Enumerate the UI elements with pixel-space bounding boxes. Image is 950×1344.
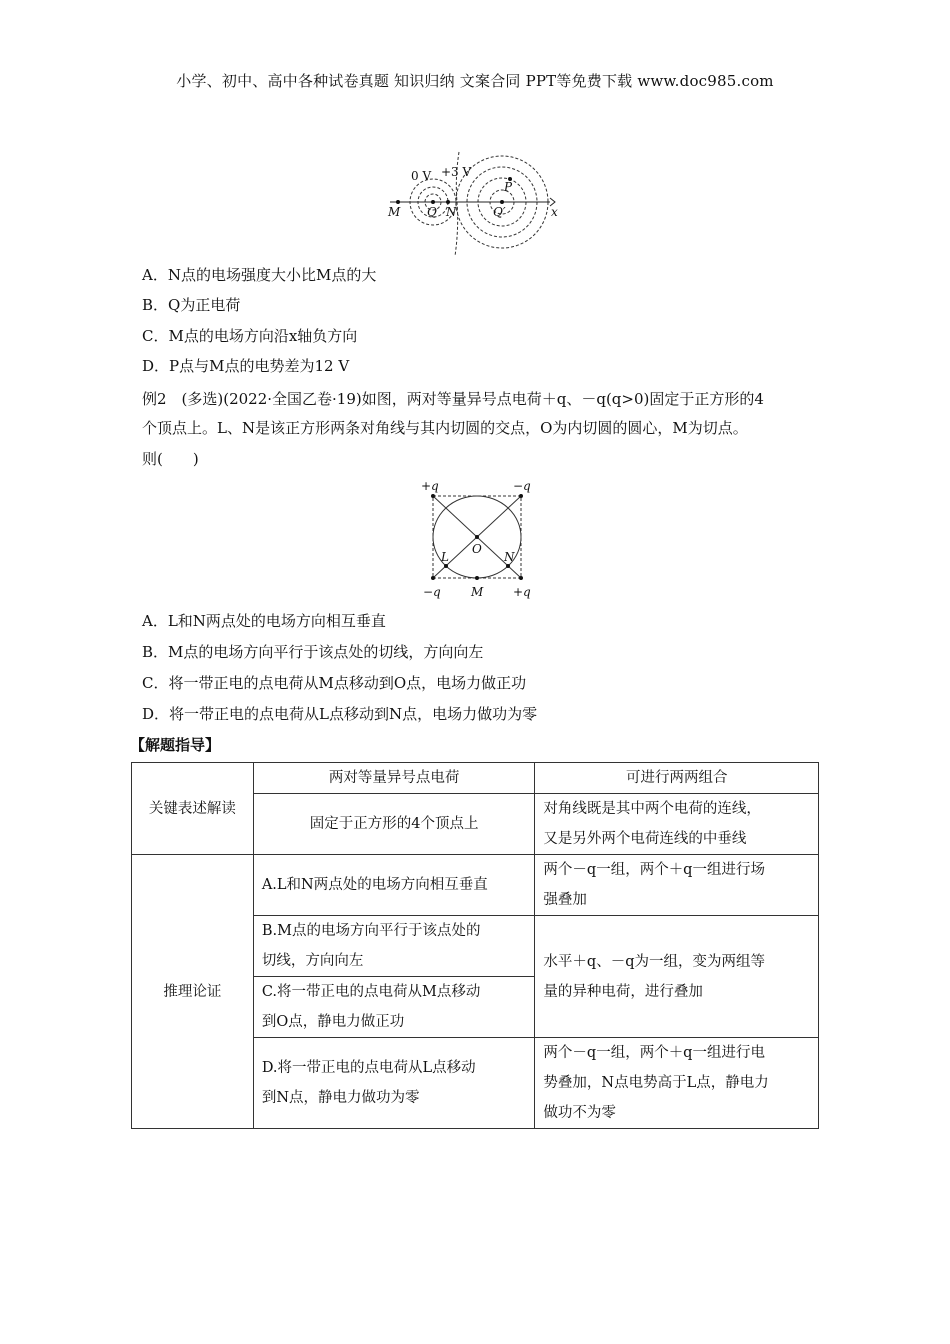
label-q: Q <box>427 205 437 219</box>
table-cell: 两个－q一组，两个＋q一组进行场 强叠加 <box>535 855 819 916</box>
label-o: O <box>472 542 482 556</box>
label-bottom-right-charge: +q <box>513 585 531 599</box>
example2-line2: 个顶点上。L、N是该正方形两条对角线与其内切圆的交点，O为内切圆的圆心，M为切点。 <box>142 419 748 437</box>
example2-line1: 例2 (多选)(2022·全国乙卷·19)如图，两对等量异号点电荷＋q、－q(q>0)固定于正方形的4 <box>142 390 764 408</box>
q1-option-b: B．Q为正电荷 <box>142 296 241 314</box>
label-bottom-left-charge: −q <box>423 585 441 599</box>
label-m: M <box>388 205 401 219</box>
table-row <box>132 855 819 916</box>
label-0v: 0 V <box>411 169 432 183</box>
label-p: P <box>504 180 513 194</box>
guide-table <box>131 762 819 1129</box>
example2-line3: 则( ) <box>142 450 199 468</box>
label-l: L <box>441 550 449 564</box>
q1-option-d: D．P点与M点的电势差为12 V <box>142 357 350 375</box>
table-cell: B.M点的电场方向平行于该点处的 切线，方向向左 <box>253 916 535 977</box>
table-cell: 水平＋q、－q为一组，变为两组等 量的异种电荷，进行叠加 <box>535 916 819 1038</box>
q1-option-a: A．N点的电场强度大小比M点的大 <box>142 266 377 284</box>
label-x: x <box>551 205 558 219</box>
q2-option-d: D．将一带正电的点电荷从L点移动到N点，电场力做功为零 <box>142 705 538 723</box>
q2-option-c: C．将一带正电的点电荷从M点移动到O点，电场力做正功 <box>142 674 527 692</box>
equipotential-figure <box>385 150 565 260</box>
table-cell: 两个－q一组，两个＋q一组进行电 势叠加，N点电势高于L点，静电力 做功不为零 <box>535 1038 819 1129</box>
table-cell: 两对等量异号点电荷 <box>253 763 535 794</box>
table-cell: 可进行两两组合 <box>535 763 819 794</box>
table-cell: A.L和N两点处的电场方向相互垂直 <box>253 855 535 916</box>
table-cell: D.将一带正电的点电荷从L点移动 到N点，静电力做功为零 <box>253 1038 535 1129</box>
label-n2: N <box>504 550 515 564</box>
table-row <box>132 763 819 794</box>
label-q-prime: Q′ <box>493 205 506 219</box>
q2-option-b: B．M点的电场方向平行于该点处的切线，方向向左 <box>142 643 484 661</box>
q2-option-a: A．L和N两点处的电场方向相互垂直 <box>142 612 386 630</box>
guide-title: 【解题指导】 <box>130 736 221 754</box>
square-charges-figure <box>415 478 535 602</box>
page-header: 小学、初中、高中各种试卷真题 知识归纳 文案合同 PPT等免费下载 www.doc985.com <box>176 72 774 90</box>
label-m2: M <box>471 585 484 599</box>
label-n: N <box>446 205 457 219</box>
label-3v: +3 V <box>441 165 472 179</box>
q1-option-c: C．M点的电场方向沿x轴负方向 <box>142 327 358 345</box>
key-label-cell: 关键表述解读 <box>132 763 254 855</box>
table-cell: 固定于正方形的4个顶点上 <box>253 794 535 855</box>
label-top-right-charge: −q <box>513 479 531 493</box>
table-cell: C.将一带正电的点电荷从M点移动 到O点，静电力做正功 <box>253 977 535 1038</box>
label-top-left-charge: +q <box>421 479 439 493</box>
proof-label-cell: 推理论证 <box>132 855 254 1129</box>
table-cell: 对角线既是其中两个电荷的连线， 又是另外两个电荷连线的中垂线 <box>535 794 819 855</box>
